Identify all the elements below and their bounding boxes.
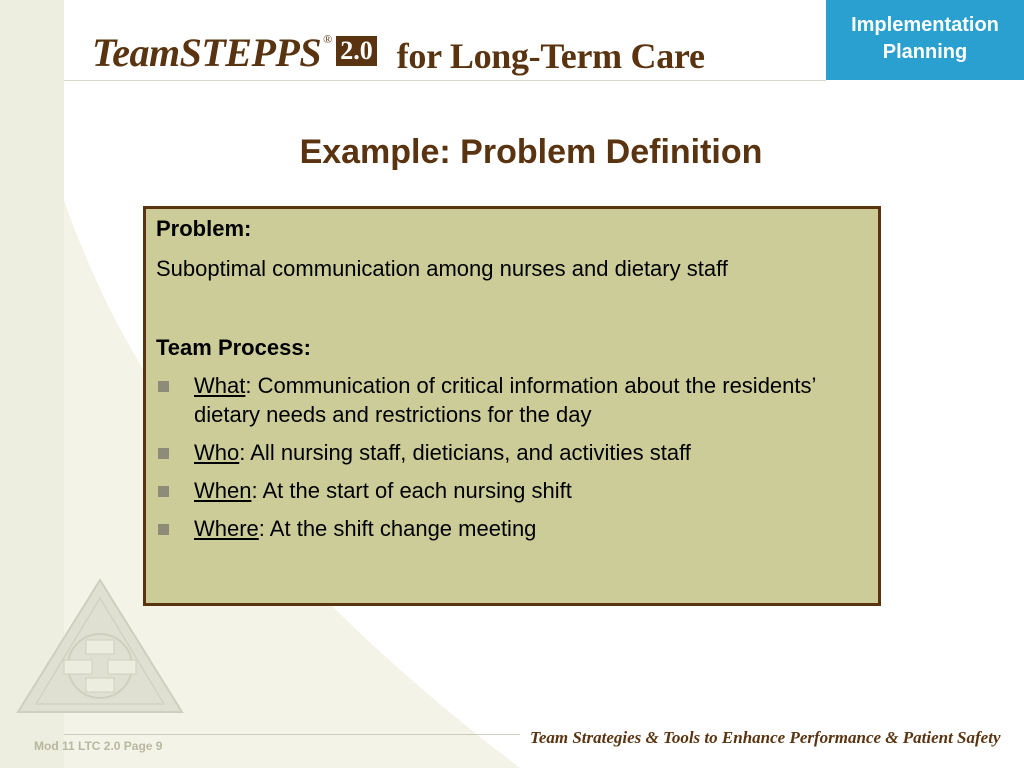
logo-version: 2.0: [336, 36, 377, 66]
section-badge-line2: Planning: [882, 41, 968, 63]
list-item-who: [156, 438, 868, 467]
problem-definition-box: [143, 206, 881, 606]
square-bullet-icon: [158, 524, 169, 535]
slide-title: Example: Problem Definition: [299, 133, 763, 171]
item-text: : Communication of critical information about the residents’ dietary needs and restrictions for the day: [194, 373, 816, 427]
team-process-list: [156, 371, 868, 543]
list-item-when: [156, 476, 868, 505]
team-process-label: Team Process:: [156, 335, 311, 360]
logo-brand: TeamSTEPPS: [92, 30, 322, 75]
teamstepps-triangle-emblem-icon: [14, 576, 186, 716]
problem-label: Problem:: [156, 216, 252, 241]
item-term: What: [194, 373, 246, 398]
footer-divider: [64, 734, 520, 735]
header-divider: [64, 80, 826, 81]
page-number: Mod 11 LTC 2.0 Page 9: [34, 739, 163, 753]
square-bullet-icon: [158, 486, 169, 497]
square-bullet-icon: [158, 448, 169, 459]
square-bullet-icon: [158, 381, 169, 392]
item-text: : All nursing staff, dieticians, and activities staff: [239, 440, 691, 465]
teamstepps-logo: [92, 28, 705, 78]
section-badge-line1: Implementation: [851, 14, 999, 36]
list-item-what: [156, 371, 868, 429]
section-badge: [826, 0, 1024, 80]
problem-text: Suboptimal communication among nurses and dietary staff: [156, 256, 728, 281]
item-term: Who: [194, 440, 240, 465]
item-text: : At the shift change meeting: [258, 516, 537, 541]
logo-subtitle: for Long-Term Care: [396, 36, 705, 76]
item-term: When: [194, 478, 252, 503]
item-term: Where: [194, 516, 259, 541]
logo-registered-mark: ®: [323, 32, 333, 46]
item-text: : At the start of each nursing shift: [251, 478, 572, 503]
list-item-where: [156, 514, 868, 543]
footer-tagline: Team Strategies & Tools to Enhance Performance & Patient Safety: [530, 728, 1001, 747]
